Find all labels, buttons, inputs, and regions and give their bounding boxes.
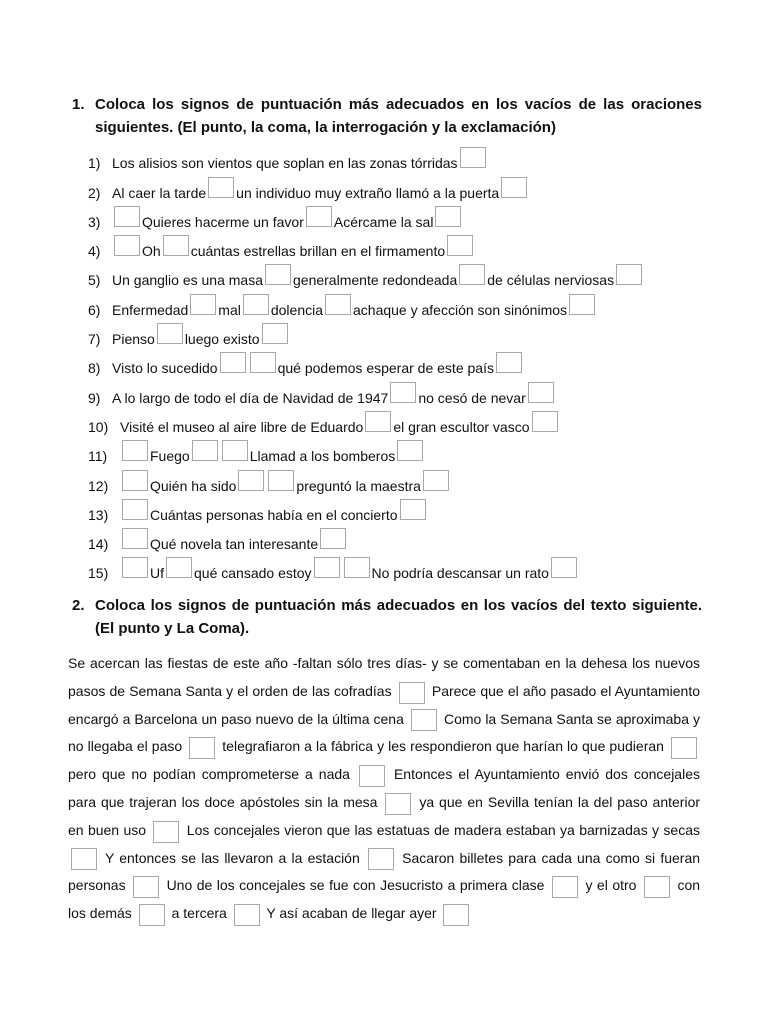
answer-box[interactable] (365, 411, 391, 432)
answer-box[interactable] (314, 557, 340, 578)
sentence-text: el gran escultor vasco (393, 418, 530, 435)
paragraph-text: telegrafiaron a la fábrica y les respondieron que harían lo que pudieran (222, 738, 664, 755)
answer-box[interactable] (397, 440, 423, 461)
sentence-item (88, 260, 708, 289)
sentence-item (88, 377, 708, 406)
sentence-text: Cuántas personas había en el concierto (150, 506, 398, 523)
answer-box[interactable] (325, 294, 351, 315)
sentence-item (88, 319, 708, 348)
answer-box[interactable] (220, 352, 246, 373)
exercise-2-paragraph (68, 650, 700, 928)
answer-box[interactable] (344, 557, 370, 578)
sentence-text: Al caer la tarde (112, 184, 207, 201)
paragraph-text: ya que en Sevilla tenían la del paso anterior en buen uso (68, 793, 701, 838)
sentence-text: qué cansado estoy (194, 565, 312, 582)
answer-box[interactable] (163, 235, 189, 256)
sentence-text: Visto lo sucedido (112, 360, 218, 377)
answer-box[interactable] (250, 352, 276, 373)
sentence-text: de células nerviosas (487, 272, 615, 289)
sentence-text: no cesó de nevar (418, 389, 526, 406)
sentence-number: 3) (88, 213, 101, 230)
answer-box[interactable] (385, 793, 411, 815)
sentence-text: Llamad a los bomberos (249, 448, 396, 465)
answer-box[interactable] (616, 264, 642, 285)
answer-box[interactable] (139, 904, 165, 926)
answer-box[interactable] (569, 294, 595, 315)
sentence-text: No podría descansar un rato (371, 565, 549, 582)
paragraph-text: Y entonces se las llevaron a la estación (104, 849, 360, 866)
answer-box[interactable] (460, 147, 486, 168)
sentence-number: 11) (88, 448, 108, 465)
answer-box[interactable] (501, 177, 527, 198)
sentence-text: Un ganglio es una masa (112, 272, 263, 289)
sentence-item (88, 202, 708, 231)
answer-box[interactable] (122, 528, 148, 549)
sentence-number: 6) (88, 301, 101, 318)
sentence-number: 10) (88, 418, 109, 435)
answer-box[interactable] (114, 206, 140, 227)
paragraph-text: y el otro (585, 877, 637, 894)
exercise-1-number: 1. (72, 96, 85, 113)
sentence-text: Fuego (150, 448, 190, 465)
sentence-number: 7) (88, 331, 101, 348)
sentence-number: 14) (88, 536, 109, 553)
sentence-item (88, 143, 708, 172)
paragraph-text: Se acercan las fiestas de este año -faltan sólo tres días- y se comentaban en la dehesa los nuevos pasos de Semana Santa y el orden de las cofradías (68, 655, 700, 699)
answer-box[interactable] (423, 470, 449, 491)
sentence-number: 13) (88, 506, 109, 523)
sentence-text: Pienso (112, 331, 155, 348)
sentence-number: 5) (88, 272, 101, 289)
exercise-1-heading (72, 93, 702, 139)
paragraph-text: Entonces el Ayuntamiento envió dos concejales para que trajeran los doce apóstoles sin la mesa (68, 766, 700, 810)
sentence-text: Quieres hacerme un favor (142, 213, 304, 230)
exercise-2-number: 2. (72, 597, 85, 614)
answer-box[interactable] (552, 876, 578, 898)
answer-box[interactable] (166, 557, 192, 578)
answer-box[interactable] (411, 709, 437, 731)
answer-box[interactable] (496, 352, 522, 373)
sentence-number: 9) (88, 389, 101, 406)
answer-box[interactable] (189, 737, 215, 759)
answer-box[interactable] (359, 765, 385, 787)
exercise-2-instructions: Coloca los signos de puntuación más adecuados en los vacíos del texto siguiente. (El punto y La Coma). (95, 597, 702, 637)
answer-box[interactable] (157, 323, 183, 344)
sentence-text: Uf (150, 565, 164, 582)
sentence-text: generalmente redondeada (293, 272, 458, 289)
sentence-text: mal (218, 301, 241, 318)
sentence-text: cuántas estrellas brillan en el firmamento (190, 243, 446, 260)
answer-box[interactable] (243, 294, 269, 315)
sentence-text: dolencia (270, 301, 323, 318)
answer-box[interactable] (122, 557, 148, 578)
sentence-item (88, 348, 708, 377)
paragraph-text: Como la Semana Santa se aproximaba y no llegaba el paso (68, 710, 701, 755)
paragraph-text: Parece que el año pasado el Ayuntamiento encargó a Barcelona un paso nuevo de la última cena (68, 682, 701, 727)
sentence-text: A lo largo de todo el día de Navidad de 1947 (112, 389, 389, 406)
sentence-item (88, 289, 708, 318)
paragraph-text: pero que no podían comprometerse a nada (68, 766, 350, 783)
answer-box[interactable] (435, 206, 461, 227)
sentence-item (88, 553, 708, 582)
paragraph-text: Uno de los concejales se fue con Jesucristo a primera clase (166, 877, 545, 894)
answer-box[interactable] (532, 411, 558, 432)
answer-box[interactable] (208, 177, 234, 198)
sentence-text: luego existo (184, 331, 260, 348)
answer-box[interactable] (265, 264, 291, 285)
sentence-item (88, 524, 708, 553)
sentence-text: Enfermedad (112, 301, 189, 318)
sentence-text: achaque y afección son sinónimos (353, 301, 568, 318)
answer-box[interactable] (443, 904, 469, 926)
sentence-number: 15) (88, 565, 109, 582)
answer-box[interactable] (671, 737, 697, 759)
paragraph-text: Y así acaban de llegar ayer (266, 905, 437, 922)
sentence-item (88, 436, 708, 465)
answer-box[interactable] (122, 440, 148, 461)
answer-box[interactable] (122, 499, 148, 520)
answer-box[interactable] (190, 294, 216, 315)
answer-box[interactable] (644, 876, 670, 898)
answer-box[interactable] (222, 440, 248, 461)
sentence-item (88, 172, 708, 201)
answer-box[interactable] (262, 323, 288, 344)
sentence-text: qué podemos esperar de este país (277, 360, 494, 377)
answer-box[interactable] (400, 499, 426, 520)
answer-box[interactable] (238, 470, 264, 491)
answer-box[interactable] (122, 470, 148, 491)
answer-box[interactable] (133, 876, 159, 898)
answer-box[interactable] (71, 848, 97, 870)
sentence-item (88, 231, 708, 260)
paragraph-text: con los demás (68, 877, 701, 922)
paragraph-text: Sacaron billetes para cada una como si fueran personas (68, 849, 701, 894)
sentence-number: 4) (88, 243, 101, 260)
answer-box[interactable] (320, 528, 346, 549)
answer-box[interactable] (234, 904, 260, 926)
answer-box[interactable] (153, 821, 179, 843)
sentence-item (88, 465, 708, 494)
sentence-text: Oh (142, 243, 161, 260)
sentence-text: un individuo muy extraño llamó a la puerta (236, 184, 500, 201)
answer-box[interactable] (268, 470, 294, 491)
paragraph-text: a tercera (171, 905, 227, 922)
sentence-text: Quién ha sido (150, 477, 237, 494)
exercise-2-heading (72, 594, 702, 640)
sentence-number: 1) (88, 155, 101, 172)
sentence-number: 12) (88, 477, 109, 494)
sentence-number: 2) (88, 184, 101, 201)
exercise-1-instructions: Coloca los signos de puntuación más adecuados en los vacíos de las oraciones siguientes. (El punto, la coma, la interrogación y la exclamación) (95, 96, 702, 136)
sentence-text: Visité el museo al aire libre de Eduardo (120, 418, 364, 435)
answer-box[interactable] (306, 206, 332, 227)
sentence-text: Qué novela tan interesante (150, 536, 319, 553)
sentence-item (88, 407, 708, 436)
answer-box[interactable] (390, 382, 416, 403)
sentence-text: preguntó la maestra (296, 477, 421, 494)
sentence-text: Acércame la sal (333, 213, 434, 230)
answer-box[interactable] (459, 264, 485, 285)
sentence-text: Los alisios son vientos que soplan en las zonas tórridas (112, 155, 458, 172)
answer-box[interactable] (551, 557, 577, 578)
sentence-list (88, 143, 708, 582)
sentence-item (88, 495, 708, 524)
answer-box[interactable] (114, 235, 140, 256)
answer-box[interactable] (447, 235, 473, 256)
answer-box[interactable] (528, 382, 554, 403)
answer-box[interactable] (192, 440, 218, 461)
answer-box[interactable] (368, 848, 394, 870)
paragraph-text: Los concejales vieron que las estatuas de madera estaban ya barnizadas y secas (186, 821, 701, 838)
sentence-number: 8) (88, 360, 101, 377)
answer-box[interactable] (399, 682, 425, 704)
